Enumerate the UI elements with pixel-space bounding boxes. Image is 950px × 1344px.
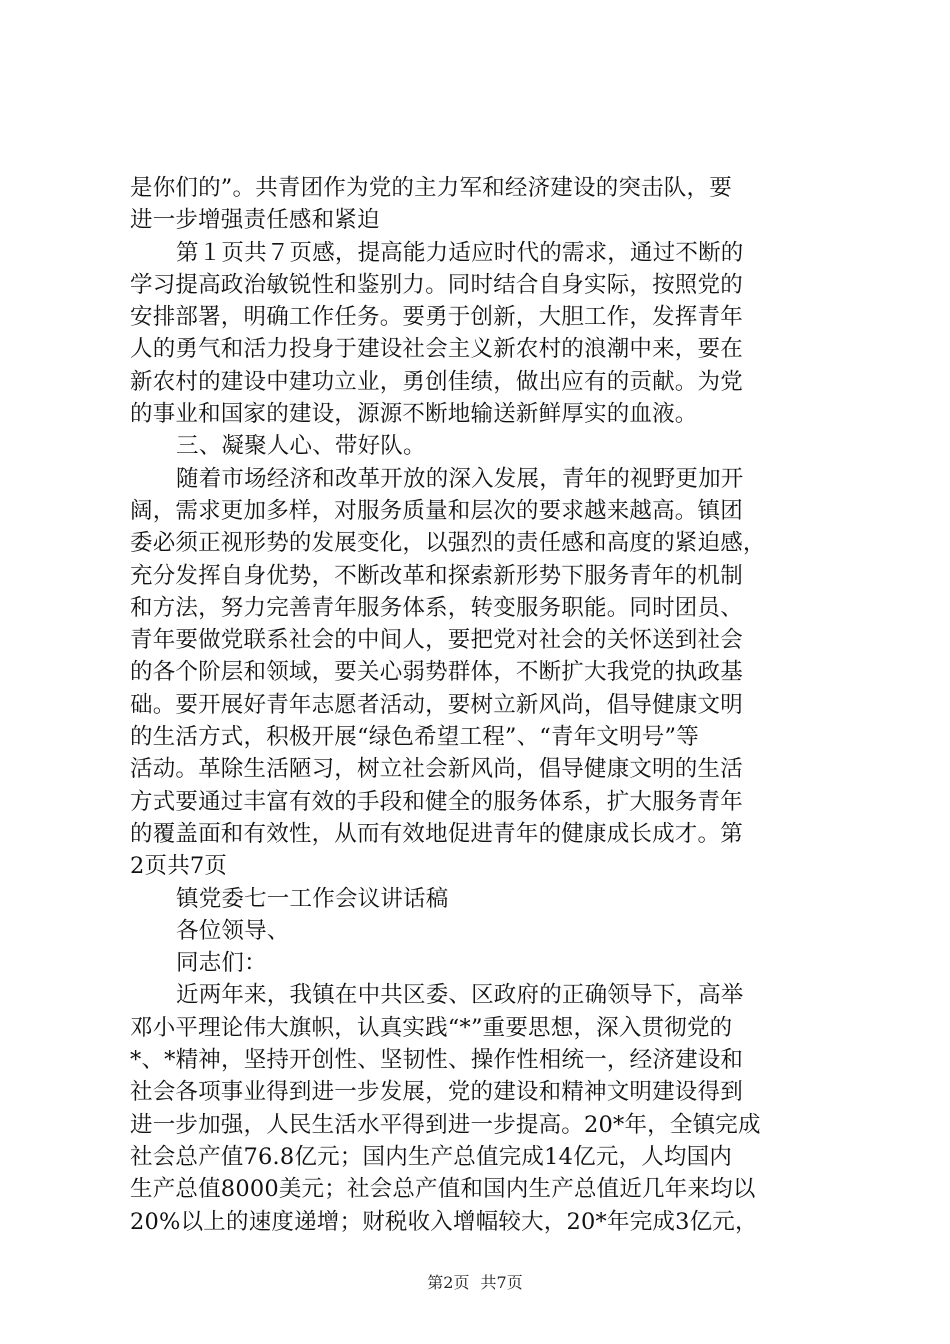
- text-line: 委必须正视形势的发展变化，以强烈的责任感和高度的紧迫感，: [130, 530, 766, 557]
- text-line: 近两年来，我镇在中共区委、区政府的正确领导下，高举: [176, 982, 744, 1009]
- text-line: 的覆盖面和有效性，从而有效地促进青年的健康成长成才。第: [130, 820, 743, 847]
- text-line: 人的勇气和活力投身于建设社会主义新农村的浪潮中来，要在: [130, 336, 743, 363]
- text-line: 阔，需求更加多样，对服务质量和层次的要求越来越高。镇团: [130, 497, 743, 524]
- text-line: 同志们：: [176, 950, 267, 977]
- text-line: 进一步加强，人民生活水平得到进一步提高。20*年，全镇完成: [130, 1111, 761, 1138]
- text-line: 础。要开展好青年志愿者活动，要树立新风尚，倡导健康文明: [130, 691, 743, 718]
- text-line: 新农村的建设中建功立业，勇创佳绩，做出应有的贡献。为党: [130, 368, 743, 395]
- page-footer: [0, 1270, 950, 1293]
- text-line: 生产总值8000美元；社会总产值和国内生产总值近几年来均以: [130, 1176, 756, 1203]
- text-line: *、*精神，坚持开创性、坚韧性、操作性相统一，经济建设和: [130, 1047, 744, 1074]
- text-line: 社会总产值76.8亿元；国内生产总值完成14亿元，人均国内: [130, 1143, 733, 1170]
- text-line: 活动。革除生活陋习，树立社会新风尚，倡导健康文明的生活: [130, 756, 743, 783]
- text-line: 方式要通过丰富有效的手段和健全的服务体系，扩大服务青年: [130, 788, 743, 815]
- text-line: 安排部署，明确工作任务。要勇于创新，大胆工作，发挥青年: [130, 304, 743, 331]
- text-line: 学习提高政治敏锐性和鉴别力。同时结合自身实际，按照党的: [130, 271, 743, 298]
- text-line: 进一步增强责任感和紧迫: [130, 207, 380, 234]
- text-line: 的事业和国家的建设，源源不断地输送新鲜厚实的血液。: [130, 401, 698, 428]
- text-line: 充分发挥自身优势，不断改革和探索新形势下服务青年的机制: [130, 562, 743, 589]
- text-line: 是你们的”。共青团作为党的主力军和经济建设的突击队，要: [130, 175, 732, 201]
- text-line: 社会各项事业得到进一步发展，党的建设和精神文明建设得到: [130, 1079, 743, 1106]
- text-line: 随着市场经济和改革开放的深入发展，青年的视野更加开: [176, 465, 744, 492]
- text-line: 邓小平理论伟大旗帜，认真实践“*”重要思想，深入贯彻党的: [130, 1014, 733, 1041]
- text-line: 2页共7页: [130, 853, 228, 880]
- text-line: 各位领导、: [176, 917, 290, 944]
- footer-page-number: 第2页: [427, 1273, 470, 1292]
- footer-page-total: 共7页: [480, 1273, 523, 1292]
- text-line: 和方法，努力完善青年服务体系，转变服务职能。同时团员、: [130, 594, 743, 621]
- document-body: [130, 172, 830, 1238]
- text-line: 青年要做党联系社会的中间人，要把党对社会的关怀送到社会: [130, 627, 743, 654]
- text-line: 第１页共７页感，提高能力适应时代的需求，通过不断的: [176, 239, 744, 266]
- text-line: 的各个阶层和领域，要关心弱势群体，不断扩大我党的执政基: [130, 659, 743, 686]
- text-line: 三、凝聚人心、带好队。: [176, 433, 426, 460]
- text-line: 的生活方式，积极开展“绿色希望工程”、“青年文明号”等: [130, 724, 699, 751]
- text-line: 镇党委七一工作会议讲话稿: [176, 885, 449, 912]
- text-line: 20%以上的速度递增；财税收入增幅较大，20*年完成3亿元，: [130, 1208, 758, 1235]
